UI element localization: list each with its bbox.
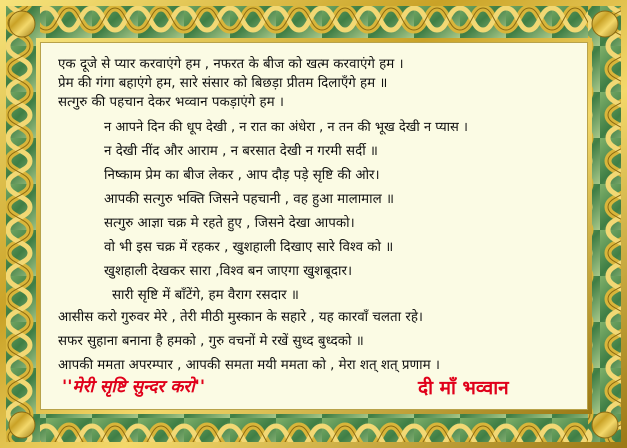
poem-line: आसीस करो गुरुवर मेरे , तेरी मीठी मुस्कान के सहारे , यह कारवाँ चलता रहे। [58,310,423,325]
signature: दी माँ भव्वान [418,377,509,399]
poem-line: निष्काम प्रेम का बीज लेकर , आप दौड़ पड़े सृष्टि की ओर। [104,168,380,183]
poem-line: आपकी ममता अपरम्पार , आपकी समता मयी ममता को , मेरा शत् शत् प्रणाम । [58,358,440,373]
poem-line: एक दूजे से प्यार करवाएंगे हम , नफरत के बीज को खत्म करवाएंगे हम । [58,57,404,72]
poem-line: न आपने दिन की धूप देखी , न रात का अंधेरा , न तन की भूख देखी न प्यास । [104,120,468,135]
poem-line: सत्गुरु की पहचान देकर भव्वान पकड़ाएंगे हम । [58,95,285,110]
poem-line: आपकी सत्गुरु भक्ति जिसने पहचानी , वह हुआ मालामाल ॥ [104,192,394,207]
poem-line: प्रेम की गंगा बहाएंगे हम, सारे संसार को बिछड़ा प्रीतम दिलाएँगे हम ॥ [58,76,388,91]
poem-line: सत्गुरु आज्ञा चक्र मे रहते हुए , जिसने देखा आपको। [104,216,355,231]
poem-line: न देखी नींद और आराम , न बरसात देखी न गरमी सर्दी ॥ [104,144,378,159]
poem-line: सारी सृष्टि में बाँटेंगे, हम वैराग रसदार ॥ [112,288,299,303]
poem-line: खुशहाली देखकर सारा ,विश्व बन जाएगा खुशबूदार। [104,264,353,279]
slogan: ''मेरी सृष्टि सुन्दर करो'' [62,377,206,397]
poem-line: सफर सुहाना बनाना है हमको , गुरु वचनों मे रखें सुध्द बुध्दको ॥ [58,334,364,349]
poem-line: वो भी इस चक्र में रहकर , खुशहाली दिखाए सारे विश्व को ॥ [104,240,394,255]
